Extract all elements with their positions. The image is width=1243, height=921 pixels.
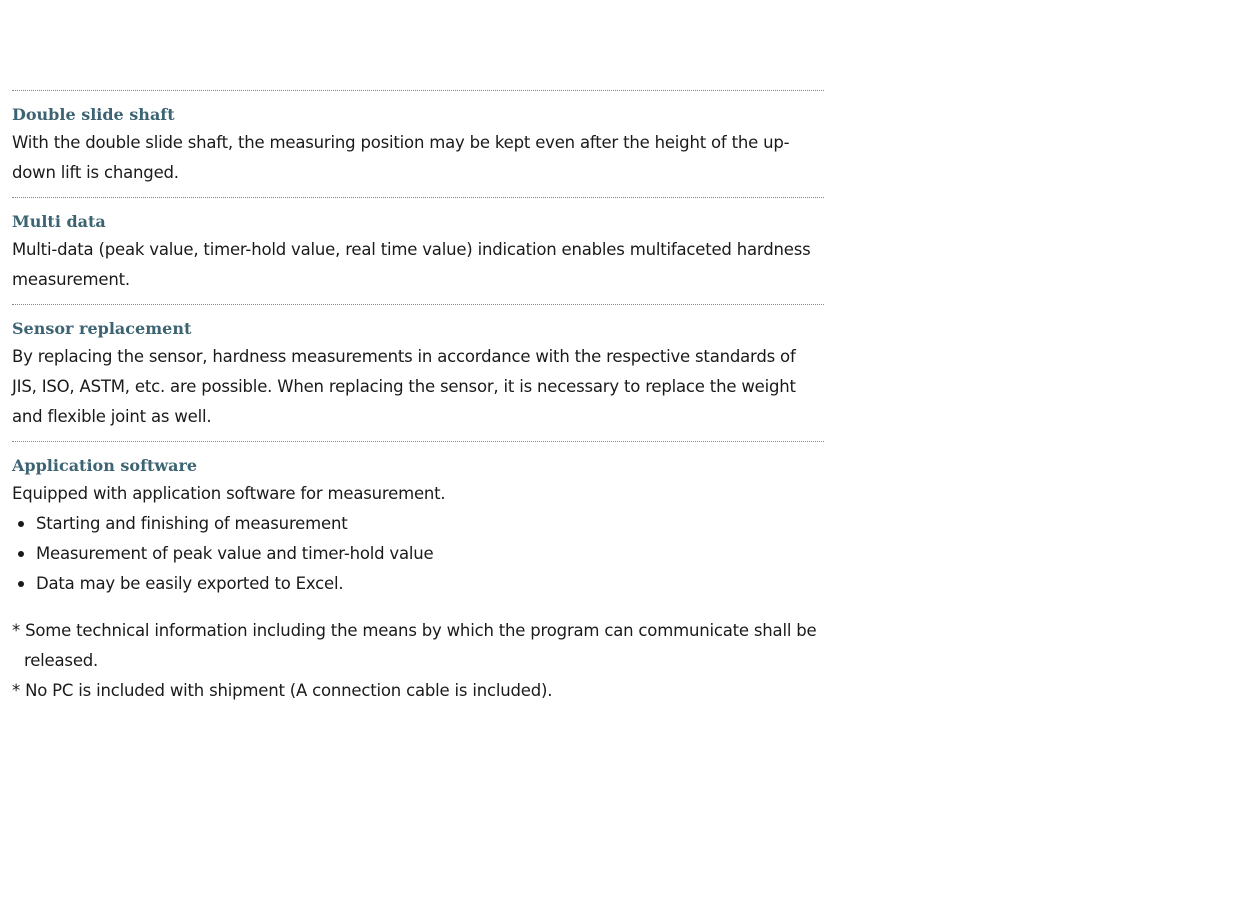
- section-title: Multi data: [12, 212, 106, 231]
- feature-bullet-list: [12, 509, 824, 599]
- list-item: [12, 569, 824, 599]
- bullet-icon: [18, 521, 24, 527]
- feature-section-double-slide-shaft: [12, 90, 824, 197]
- feature-section-multi-data: [12, 197, 824, 304]
- list-item: [12, 509, 824, 539]
- footnote: * No PC is included with shipment (A connection cable is included).: [12, 681, 553, 700]
- bullet-icon: [18, 581, 24, 587]
- bullet-icon: [18, 551, 24, 557]
- feature-section-sensor-replacement: [12, 304, 824, 441]
- footnote: * Some technical information including the means by which the program can communicate shall be released.: [12, 621, 817, 670]
- list-item-text: Measurement of peak value and timer-hold value: [36, 544, 434, 563]
- section-description: Equipped with application software for measurement.: [12, 484, 446, 503]
- list-item-text: Starting and finishing of measurement: [36, 514, 348, 533]
- section-title: Sensor replacement: [12, 319, 192, 338]
- footnotes: [12, 616, 824, 706]
- section-description: Multi-data (peak value, timer-hold value, real time value) indication enables multifaceted hardness measurement.: [12, 240, 811, 289]
- feature-section-application-software: [12, 441, 824, 608]
- section-description: With the double slide shaft, the measuring position may be kept even after the height of the up-down lift is changed.: [12, 133, 790, 182]
- list-item-text: Data may be easily exported to Excel.: [36, 574, 344, 593]
- section-title: Application software: [12, 456, 198, 475]
- section-description: By replacing the sensor, hardness measurements in accordance with the respective standards of JIS, ISO, ASTM, etc. are possible. When replacing the sensor, it is necessary to replace the weight and flexible joint as well.: [12, 347, 796, 426]
- section-title: Double slide shaft: [12, 105, 175, 124]
- list-item: [12, 539, 824, 569]
- features-content: [12, 90, 824, 706]
